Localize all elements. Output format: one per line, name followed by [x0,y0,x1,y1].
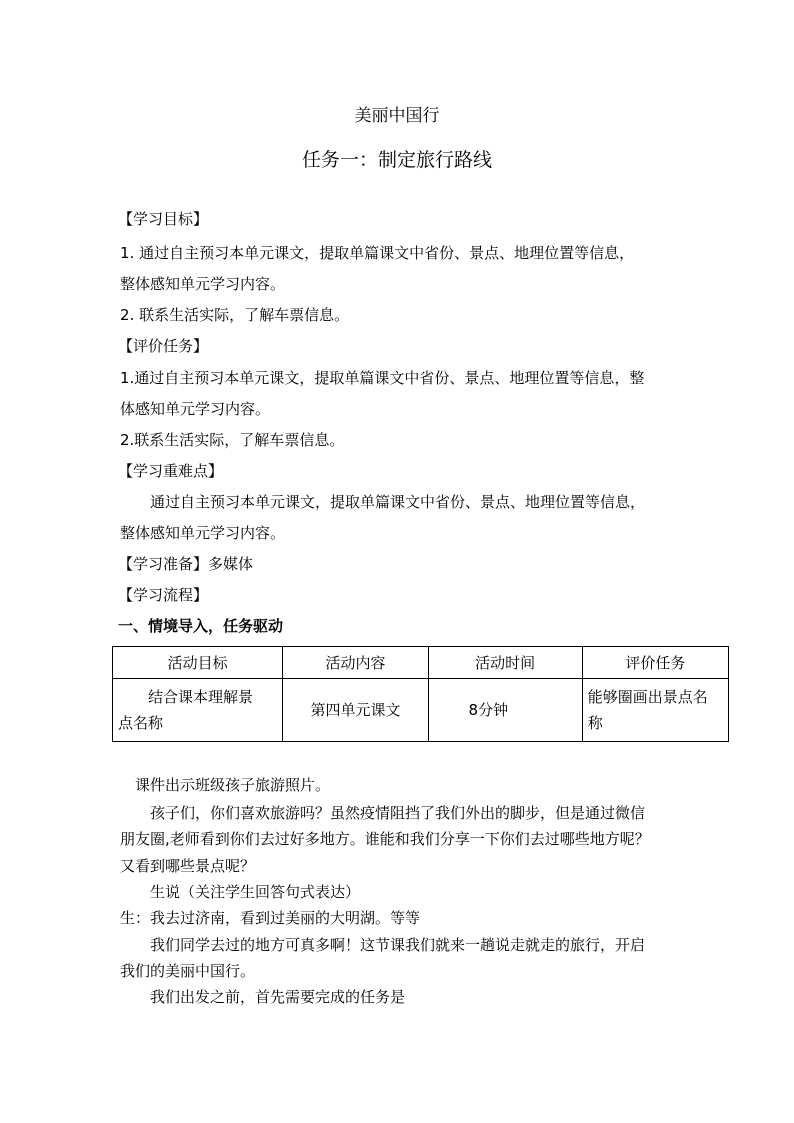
evaluation-1-line-2: 体感知单元学习内容。 [120,400,271,418]
objective-1-line-1: 1. 通过自主预习本单元课文，提取单篇课文中省份、景点、地理位置等信息， [120,244,635,262]
goal-line-2: 点名称 [118,714,164,732]
key-points-heading: 【学习重难点】 [118,462,224,480]
table-header-row [113,647,729,679]
table-header-cell: 活动目标 [113,647,283,679]
table-cell-task [582,679,728,742]
section-1-heading: 一、情境导入，任务驱动 [118,617,284,635]
paragraph-2-line-1: 孩子们，你们喜欢旅游吗？虽然疫情阻挡了我们外出的脚步，但是通过微信 [150,804,646,822]
preparation-line: 【学习准备】多媒体 [118,555,254,573]
activity-table [112,646,729,742]
table-header-cell: 评价任务 [582,647,728,679]
key-points-line-1: 通过自主预习本单元课文，提取单篇课文中省份、景点、地理位置等信息， [150,493,646,511]
task-line-1: 能够圈画出景点名 [587,688,708,706]
evaluation-1-line-1: 1.通过自主预习本单元课文，提取单篇课文中省份、景点、地理位置等信息，整 [120,369,645,387]
document-title: 美丽中国行 [354,106,440,126]
paragraph-3: 生说（关注学生回答句式表达） [150,883,361,901]
paragraph-4: 生：我去过济南，看到过美丽的大明湖。等等 [120,909,421,927]
process-heading: 【学习流程】 [118,586,209,604]
goal-line-1: 结合课本理解景 [148,688,254,706]
paragraph-5-line-1: 我们同学去过的地方可真多啊！这节课我们就来一趟说走就走的旅行，开启 [150,936,646,954]
table-cell-time: 8分钟 [428,679,582,742]
table-header-cell: 活动内容 [283,647,428,679]
document-subtitle: 任务一：制定旅行路线 [301,149,492,171]
paragraph-5-line-2: 我们的美丽中国行。 [120,962,256,980]
paragraph-1: 课件出示班级孩子旅游照片。 [135,776,331,794]
paragraph-6: 我们出发之前，首先需要完成的任务是 [150,988,406,1006]
objective-2: 2. 联系生活实际，了解车票信息。 [120,306,350,324]
paragraph-2-line-2: 朋友圈,老师看到你们去过好多地方。谁能和我们分享一下你们去过哪些地方呢？ [120,830,650,848]
table-cell-content: 第四单元课文 [283,679,428,742]
objective-1-line-2: 整体感知单元学习内容。 [120,275,286,293]
table-header-cell: 活动时间 [428,647,582,679]
key-points-line-2: 整体感知单元学习内容。 [120,524,286,542]
objectives-heading: 【学习目标】 [118,210,209,228]
evaluation-2: 2.联系生活实际，了解车票信息。 [120,431,345,449]
task-line-2: 称 [587,714,603,732]
evaluation-heading: 【评价任务】 [118,337,209,355]
table-cell-goal [113,679,283,742]
table-row [113,679,729,742]
paragraph-2-line-3: 又看到哪些景点呢？ [120,857,256,875]
